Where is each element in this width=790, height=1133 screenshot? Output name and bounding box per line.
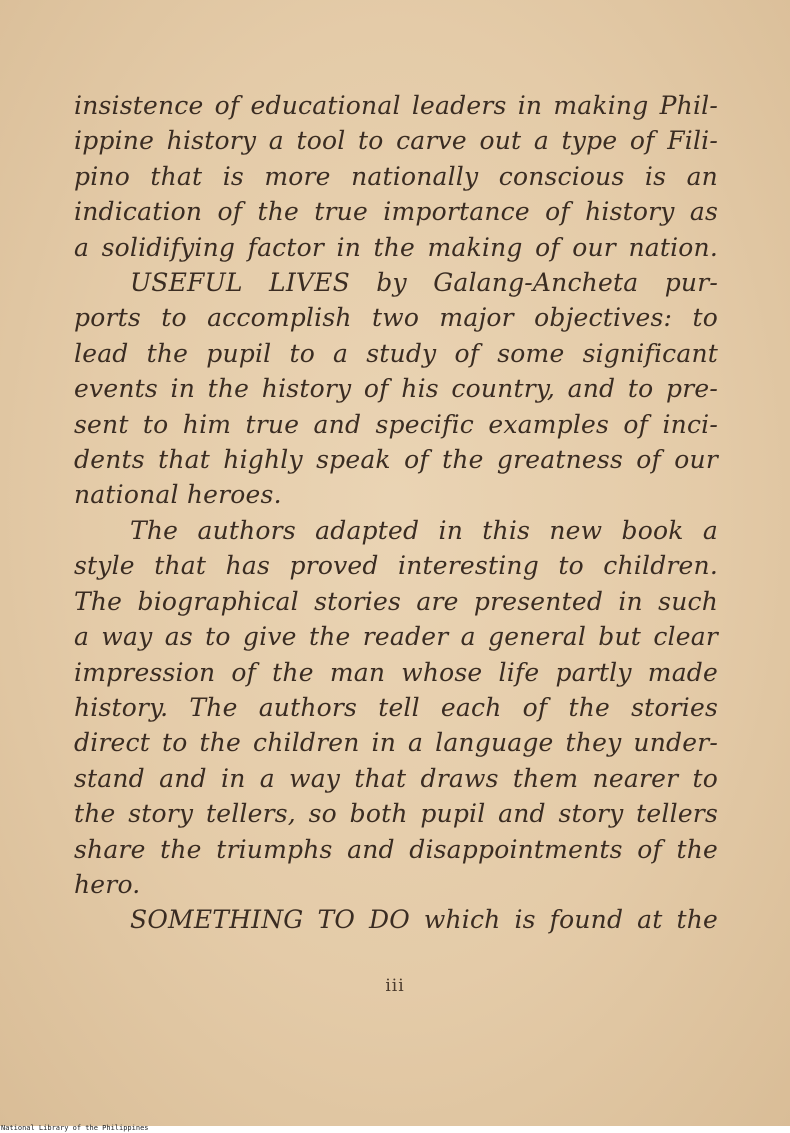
text-line: share the triumphs and disappointments of the (74, 834, 718, 864)
paragraph-2 (74, 265, 718, 513)
text-line: national heroes. (74, 480, 282, 510)
text-line: the story tellers, so both pupil and story tellers (74, 799, 718, 829)
text-line: SOMETHING TO DO which is found at the (130, 905, 718, 935)
text-line: dents that highly speak of the greatness of our (74, 445, 718, 475)
text-line: history. The authors tell each of the stories (74, 692, 718, 722)
text-line: insistence of educational leaders in making Phil- (74, 91, 718, 120)
text-line: ippine history a tool to carve out a type of Fili- (74, 126, 718, 156)
text-line: lead the pupil to a study of some significant (74, 338, 718, 368)
body-text (74, 88, 718, 938)
library-credit: National Library of the Philippines (1, 1124, 149, 1132)
text-line: ports to accomplish two major objectives: to (74, 303, 718, 333)
text-line: direct to the children in a language they under- (74, 728, 718, 758)
text-line: style that has proved interesting to children. (74, 551, 718, 581)
text-line: pino that is more nationally conscious is an (74, 161, 718, 191)
text-line: stand and in a way that draws them nearer to (74, 763, 718, 793)
text-line: USEFUL LIVES by Galang-Ancheta pur- (130, 268, 718, 298)
page-number: iii (385, 976, 405, 996)
text-line: indication of the true importance of history as (74, 197, 718, 227)
text-line: a way as to give the reader a general but clear (74, 622, 718, 652)
text-line: impression of the man whose life partly made (74, 657, 718, 687)
text-line: a solidifying factor in the making of our nation. (74, 232, 718, 262)
paragraph-1 (74, 88, 718, 265)
paragraph-4 (74, 902, 718, 937)
text-line: sent to him true and specific examples of inci- (74, 409, 718, 439)
text-line: events in the history of his country, and to pre- (74, 374, 718, 404)
paragraph-3 (74, 513, 718, 902)
text-line: The biographical stories are presented in such (74, 586, 718, 616)
text-line: The authors adapted in this new book a (130, 515, 718, 545)
text-line: hero. (74, 869, 141, 899)
